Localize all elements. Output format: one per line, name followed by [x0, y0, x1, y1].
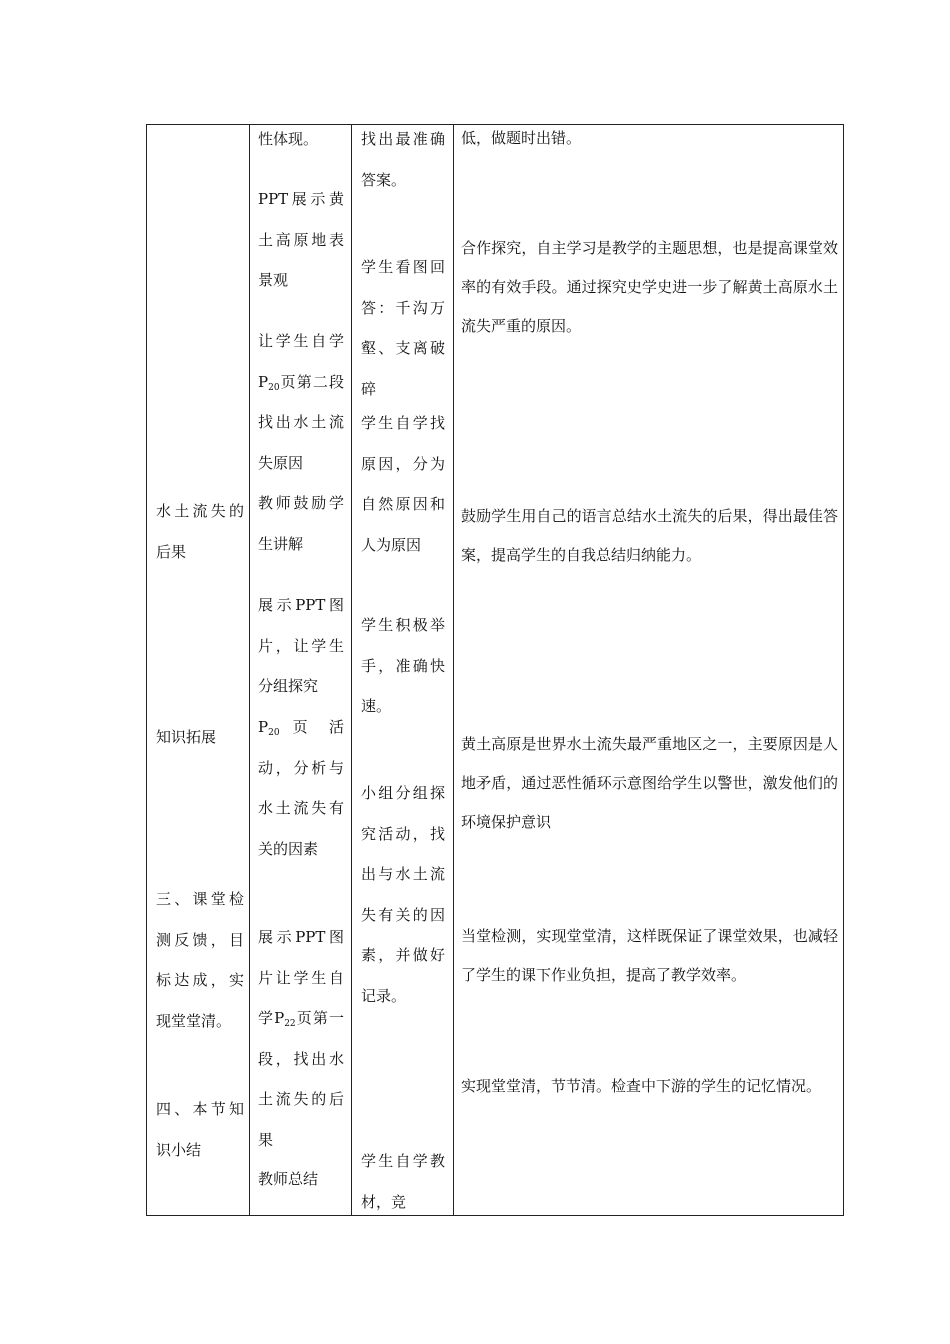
teacher-text-3: 让学生自学$P_{20}$页第二段找出水土流失原因: [258, 332, 344, 472]
student-text-3: 学生自学找原因，分为自然原因和人为原因: [361, 414, 445, 554]
stage-summary: 四、本节知识小结: [156, 1100, 244, 1159]
teacher-text-4: 教师鼓励学生讲解: [258, 494, 344, 553]
stage-classroom-test: 三、课堂检测反馈，目标达成，实现堂堂清。: [156, 890, 244, 1030]
student-text-4: 学生积极举手，准确快速。: [361, 616, 445, 715]
teacher-text-5: 展示PPT图片，让学生分组探究: [258, 596, 344, 695]
teacher-text-1: 性体现。: [258, 130, 319, 148]
teacher-activity-column: [258, 125, 344, 1215]
teacher-text-6: $P_{20}$ 页 活 动，分析与水土流失有关的因素: [258, 718, 344, 858]
stage-column: [156, 125, 244, 1215]
intent-text-1: 低，做题时出错。: [461, 129, 582, 147]
column-divider: [351, 125, 352, 1215]
intent-text-4: 黄土高原是世界水土流失最严重地区之一，主要原因是人地矛盾，通过恶性循环示意图给学生以警世，激发他们的环境保护意识: [461, 735, 838, 831]
student-text-2: 学生看图回答：千沟万壑、支离破碎: [361, 258, 445, 398]
design-intent-column: [461, 125, 838, 1215]
student-text-1: 找出最准确答案。: [361, 130, 445, 189]
lesson-plan-table: [146, 124, 844, 1216]
teacher-text-8: 教师总结: [258, 1170, 319, 1188]
stage-consequences: 水土流失的后果: [156, 502, 244, 561]
teacher-text-2: PPT展示黄土高原地表景观: [258, 190, 344, 289]
intent-text-6: 实现堂堂清，节节清。检查中下游的学生的记忆情况。: [461, 1077, 822, 1095]
column-divider: [249, 125, 250, 1215]
intent-text-3: 鼓励学生用自己的语言总结水土流失的后果，得出最佳答案，提高学生的自我总结归纳能力。: [461, 507, 838, 564]
intent-text-5: 当堂检测，实现堂堂清，这样既保证了课堂效果，也减轻了学生的课下作业负担，提高了教学效率。: [461, 927, 838, 984]
stage-extension: 知识拓展: [156, 728, 217, 746]
column-divider: [453, 125, 454, 1215]
intent-text-2: 合作探究，自主学习是教学的主题思想，也是提高课堂效率的有效手段。通过探究史学史进一步了解黄土高原水土流失严重的原因。: [461, 239, 838, 335]
student-text-6: 学生自学教材，竞: [361, 1152, 445, 1211]
student-activity-column: [361, 125, 445, 1215]
student-text-5: 小组分组探究活动，找出与水土流失有关的因素，并做好记录。: [361, 784, 445, 1005]
teacher-text-7: 展示PPT图片让学生自学$P_{22}$页第一段，找出水土流失的后果: [258, 928, 344, 1149]
